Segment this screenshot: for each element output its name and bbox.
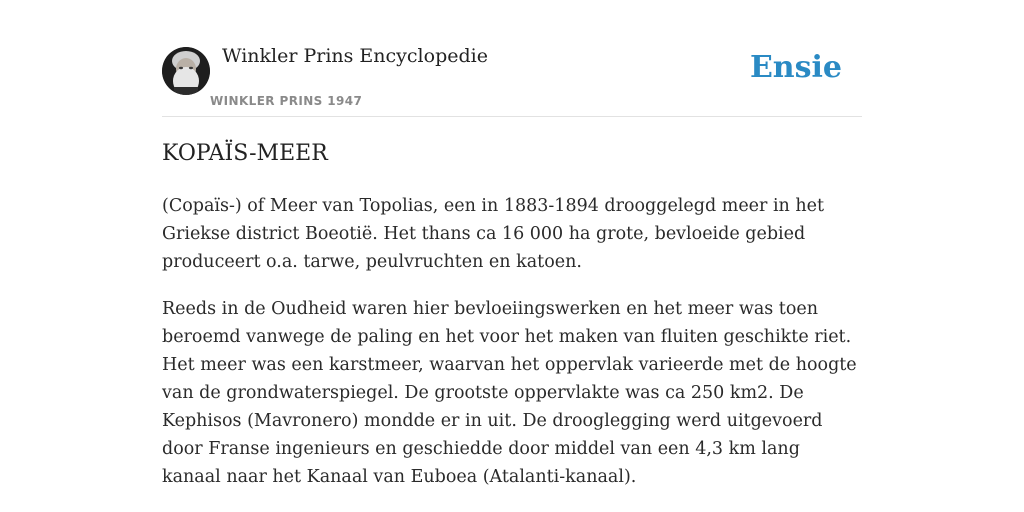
bearded-man-portrait-icon [162,47,210,95]
header [162,0,862,117]
source-subtitle[interactable]: WINKLER PRINS 1947 [210,94,363,108]
source-title[interactable]: Winkler Prins Encyclopedie [222,45,488,67]
page [162,0,862,487]
brand-logo[interactable]: Ensie [749,50,842,85]
avatar[interactable] [162,47,210,95]
article-paragraph: (Copaïs-) of Meer van Topolias, een in 1883-1894 drooggelegd meer in het Griekse district Boeotië. Het thans ca 16 000 ha grote, bevloeide gebied produceert o.a. tarwe, peulvruchten en katoen. [162,196,825,272]
article-title: KOPAÏS-MEER [162,141,328,166]
article-body [162,192,862,510]
article-paragraph: Reeds in de Oudheid waren hier bevloeiingswerken en het meer was toen beroemd vanwege de paling en het voor het maken van fluiten geschikte riet. Het meer was een karstmeer, waarvan het oppervlak varieerde met de hoogte van de grondwaterspiegel. De grootste oppervlakte was ca 250 km2. De Kephisos (Mavronero) mondde er in uit. De drooglegging werd uitgevoerd door Franse ingenieurs en geschiedde door middel van een 4,3 km lang kanaal naar het Kanaal van Euboea (Atalanti-kanaal). [162,299,857,487]
